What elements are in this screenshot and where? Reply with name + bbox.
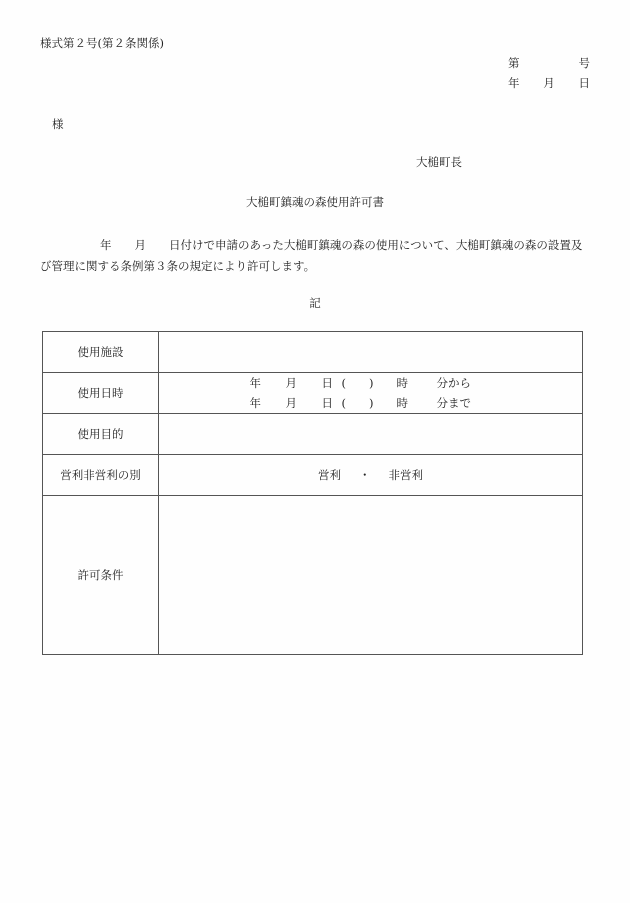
table-row — [43, 414, 583, 455]
row-label-datetime: 使用日時 — [43, 373, 159, 414]
to-hour: 時 — [396, 396, 408, 410]
table-row — [43, 332, 583, 373]
option-profit: 営利 — [318, 468, 341, 482]
body-line-1: 年 月 日付けで申請のあった大槌町鎮魂の森の使用について、大槌町鎮魂の森の設置及 — [100, 238, 583, 252]
datetime-from — [159, 373, 582, 393]
ki-heading: 記 — [309, 296, 321, 310]
from-year: 年 — [249, 376, 261, 390]
to-day: 日 — [321, 396, 333, 410]
form-number: 様式第２号(第２条関係) — [40, 36, 164, 50]
body-line-2: び管理に関する条例第３条の規定により許可します。 — [40, 259, 316, 273]
date-month: 月 — [543, 76, 555, 90]
row-label-conditions: 許可条件 — [43, 496, 159, 655]
table-row — [43, 496, 583, 655]
option-separator: ・ — [359, 468, 371, 482]
option-nonprofit: 非営利 — [388, 468, 423, 482]
datetime-value — [159, 373, 583, 414]
from-hour: 時 — [396, 376, 408, 390]
doc-number-prefix: 第 — [508, 56, 520, 70]
document-number — [508, 55, 590, 71]
profit-type-value — [159, 455, 583, 496]
table-row — [43, 455, 583, 496]
addressee: 様 — [52, 117, 64, 131]
to-year: 年 — [249, 396, 261, 410]
table-row — [43, 373, 583, 414]
facility-value — [159, 332, 583, 373]
to-weekday: ( ) — [341, 396, 374, 410]
permit-table — [42, 331, 583, 655]
to-month: 月 — [285, 396, 297, 410]
issuer: 大槌町長 — [416, 155, 462, 169]
doc-number-suffix: 号 — [578, 56, 590, 70]
row-label-facility: 使用施設 — [43, 332, 159, 373]
document-title: 大槌町鎮魂の森使用許可書 — [246, 195, 384, 209]
datetime-to — [159, 393, 582, 413]
from-weekday: ( ) — [341, 376, 374, 390]
body-text — [40, 235, 595, 277]
date-year: 年 — [508, 76, 520, 90]
to-minute: 分まで — [436, 396, 471, 410]
row-label-profit-type: 営利非営利の別 — [43, 455, 159, 496]
issue-date — [508, 75, 590, 91]
from-month: 月 — [285, 376, 297, 390]
from-day: 日 — [321, 376, 333, 390]
purpose-value — [159, 414, 583, 455]
date-day: 日 — [578, 76, 590, 90]
row-label-purpose: 使用目的 — [43, 414, 159, 455]
conditions-value — [159, 496, 583, 655]
from-minute: 分から — [436, 376, 471, 390]
